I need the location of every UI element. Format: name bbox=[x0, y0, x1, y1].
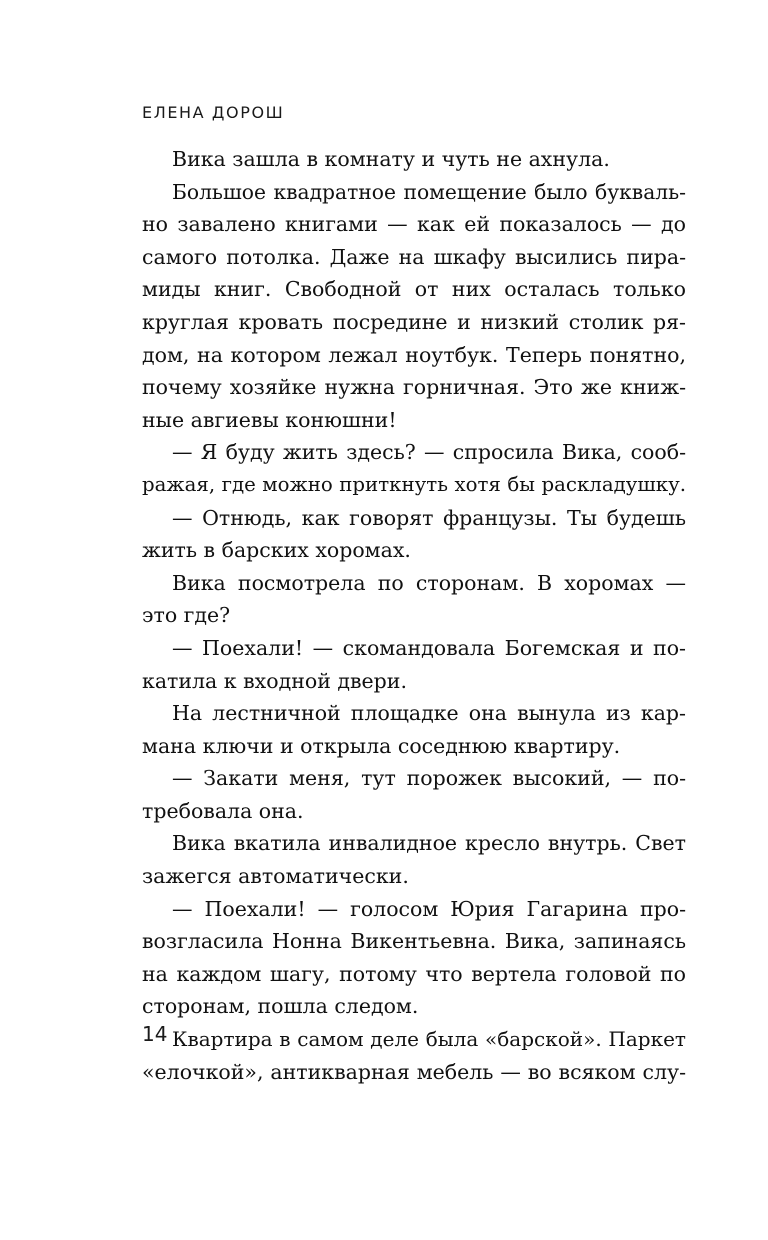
text-line: круглая кровать посредине и низкий столик ря- bbox=[142, 309, 686, 334]
page-number: 14 bbox=[142, 1022, 168, 1046]
text-line: зажегся автоматически. bbox=[142, 864, 409, 889]
text-line: — Отнюдь, как говорят французы. Ты будешь bbox=[172, 505, 686, 530]
text-line: «елочкой», антикварная мебель — во всяком слу- bbox=[142, 1059, 686, 1084]
text-line: сторонам, пошла следом. bbox=[142, 994, 419, 1019]
text-line: ные авгиевы конюшни! bbox=[142, 407, 397, 432]
text-line: это где? bbox=[142, 603, 231, 628]
text-line: требовала она. bbox=[142, 798, 304, 823]
text-line: дом, на котором лежал ноутбук. Теперь понятно, bbox=[142, 342, 686, 367]
text-line: миды книг. Свободной от них осталась только bbox=[142, 277, 686, 302]
text-line: Вика вкатила инвалидное кресло внутрь. Свет bbox=[172, 831, 686, 856]
text-line: катила к входной двери. bbox=[142, 668, 407, 693]
text-line: Большое квадратное помещение было букваль- bbox=[172, 179, 686, 204]
text-line: — Закати меня, тут порожек высокий, — по- bbox=[172, 766, 686, 791]
text-line: Вика зашла в комнату и чуть не ахнула. bbox=[172, 147, 610, 171]
text-line: На лестничной площадке она вынула из кар- bbox=[172, 701, 686, 726]
text-line: почему хозяйке нужна горничная. Это же книж- bbox=[142, 375, 686, 400]
body-text bbox=[142, 143, 686, 1088]
text-line: — Поехали! — скомандовала Богемская и по- bbox=[172, 635, 686, 660]
text-line: но завалено книгами — как ей показалось — до bbox=[142, 212, 686, 237]
text-line: — Поехали! — голосом Юрия Гагарина про- bbox=[172, 896, 686, 921]
text-line: жить в барских хоромах. bbox=[142, 538, 411, 563]
text-line: ражая, где можно приткнуть хотя бы раскладушку. bbox=[142, 472, 686, 496]
text-line: Вика посмотрела по сторонам. В хоромах — bbox=[172, 570, 686, 595]
text-line: на каждом шагу, потому что вертела головой по bbox=[142, 961, 686, 986]
text-line: — Я буду жить здесь? — спросила Вика, сооб- bbox=[172, 440, 686, 465]
text-line: возгласила Нонна Викентьевна. Вика, запинаясь bbox=[142, 929, 686, 954]
text-line: мана ключи и открыла соседнюю квартиру. bbox=[142, 733, 621, 758]
text-line: Квартира в самом деле была «барской». Паркет bbox=[172, 1027, 686, 1052]
text-line: самого потолка. Даже на шкафу высились пира- bbox=[142, 244, 686, 269]
running-head: ЕЛЕНА ДОРОШ bbox=[142, 103, 285, 122]
